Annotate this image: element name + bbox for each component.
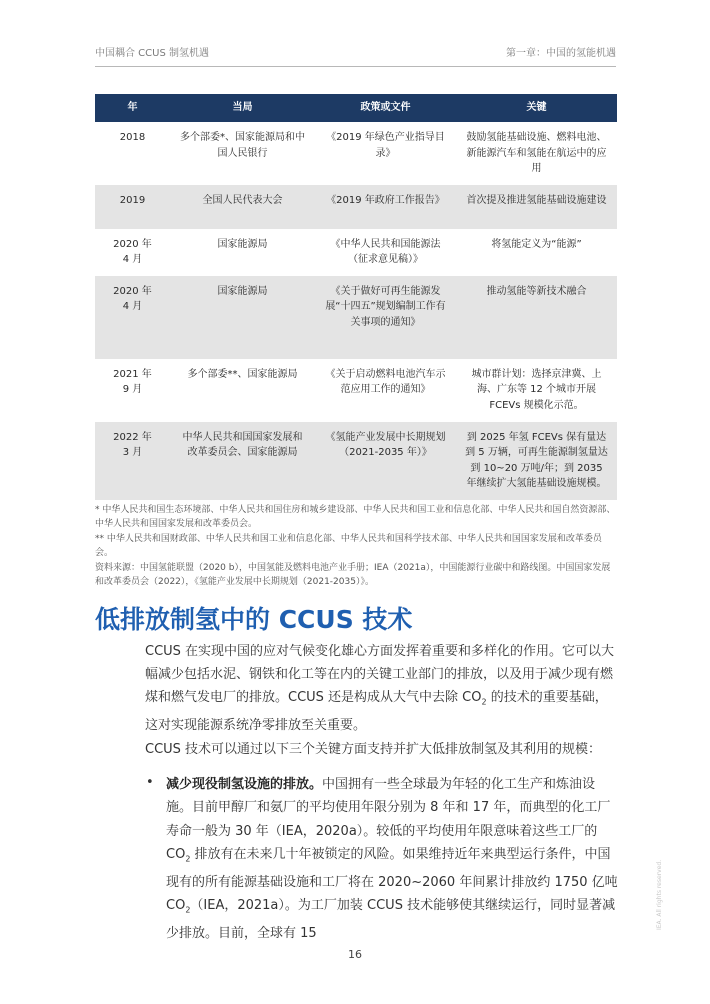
table-row — [95, 122, 617, 185]
table-cell-key: 城市群计划：选择京津冀、上海、广东等 12 个城市开展 FCEVs 规模化示范。 — [456, 359, 617, 422]
table-row — [95, 229, 617, 276]
table-cell-authority: 中华人民共和国国家发展和改革委员会、国家能源局 — [170, 422, 315, 500]
footnote-ministries-2: ** 中华人民共和国财政部、中华人民共和国工业和信息化部、中华人民共和国科学技术部、中华人民共和国国家发展和改革委员会。 — [95, 534, 602, 558]
table-cell-authority: 国家能源局 — [170, 229, 315, 276]
table-cell-policy: 《2019 年政府工作报告》 — [315, 185, 456, 229]
table-cell-authority: 全国人民代表大会 — [170, 185, 315, 229]
table-row — [95, 359, 617, 422]
table-row — [95, 185, 617, 229]
table-row — [95, 422, 617, 500]
table-cell-year: 2019 — [95, 185, 170, 229]
section-title: 低排放制氢中的 CCUS 技术 — [95, 605, 413, 634]
table-cell-key: 鼓励氢能基础设施、燃料电池、新能源汽车和氢能在航运中的应用 — [456, 122, 617, 185]
table-row — [95, 276, 617, 359]
table-cell-policy: 《关于做好可再生能源发展“十四五”规划编制工作有关事项的通知》 — [315, 276, 456, 359]
table-cell-policy: 《2019 年绿色产业指导目录》 — [315, 122, 456, 185]
table-cell-year: 2020 年 4 月 — [95, 276, 170, 359]
table-cell-policy: 《关于启动燃料电池汽车示范应用工作的通知》 — [315, 359, 456, 422]
column-header-policy: 政策或文件 — [315, 94, 456, 122]
table-cell-authority: 多个部委**、国家能源局 — [170, 359, 315, 422]
header-chapter-title: 第一章：中国的氢能机遇 — [506, 48, 616, 59]
table-cell-year: 2022 年 3 月 — [95, 422, 170, 500]
table-cell-year: 2020 年 4 月 — [95, 229, 170, 276]
bullet-reduce-emissions: 减少现役制氢设施的排放。中国拥有一些全球最为年轻的化工生产和炼油设施。目前甲醇厂和氨厂的平均使用年限分别为 8 年和 17 年，而典型的化工厂寿命一般为 30 年（IEA，2020a）。较低的平均使用年限意味着这些工厂的 $CO_2$ 排放有在未来几十年被锁定的风险。如果维持近年来典型运行条件，中国现有的所有能源基础设施和工厂将在 2020~2060 年间累计排放约 1750 亿吨 $CO_2(IEA$，2021a）。为工厂加装 CCUS 技术能够使其继续运行，同时显著减少排放。目前，全球有 15 — [166, 777, 618, 941]
table-cell-authority: 国家能源局 — [170, 276, 315, 359]
paragraph-ccus-role: CCUS 在实现中国的应对气候变化雄心方面发挥着重要和多样化的作用。它可以大幅减少包括水泥、钢铁和化工等在内的关键工业部门的排放，以及用于减少现有燃煤和燃气发电厂的排放。CCUS 还是构成从大气中去除 $CO_2$ 的技术的重要基础，这对实现能源系统净零排放至关重要。 — [145, 644, 615, 733]
table-cell-authority: 多个部委*、国家能源局和中国人民银行 — [170, 122, 315, 185]
policy-table — [95, 94, 617, 500]
table-notes — [95, 503, 617, 590]
header-document-title: 中国耦合 CCUS 制氢机遇 — [95, 48, 209, 59]
table-cell-key: 到 2025 年氢 FCEVs 保有量达到 5 万辆，可再生能源制氢量达到 10~20 万吨/年；到 2035 年继续扩大氢能基础设施规模。 — [456, 422, 617, 500]
paragraph-ccus-support: CCUS 技术可以通过以下三个关键方面支持并扩大低排放制氢及其利用的规模： — [145, 742, 602, 757]
table-cell-key: 首次提及推进氢能基础设施建设 — [456, 185, 617, 229]
column-header-key: 关键 — [456, 94, 617, 122]
header-divider — [95, 66, 616, 67]
footnote-sources: 资料来源：中国氢能联盟（2020 b），中国氢能及燃料电池产业手册；IEA（2021a），中国能源行业碳中和路线图。中国国家发展和改革委员会（2022），《氢能产业发展中长期规划（2021-2035）》。 — [95, 563, 611, 587]
footnote-ministries-1: * 中华人民共和国生态环境部、中华人民共和国住房和城乡建设部、中华人民共和国工业和信息化部、中华人民共和国自然资源部、中华人民共和国国家发展和改革委员会。 — [95, 505, 616, 529]
table-cell-year: 2018 — [95, 122, 170, 185]
copyright-notice: IEA. All rights reserved. — [656, 859, 663, 930]
bullet-marker: • — [146, 775, 154, 790]
column-header-authority: 当局 — [170, 94, 315, 122]
table-cell-policy: 《氢能产业发展中长期规划（2021-2035 年）》 — [315, 422, 456, 500]
table-cell-policy: 《中华人民共和国能源法（征求意见稿）》 — [315, 229, 456, 276]
table-cell-year: 2021 年 9 月 — [95, 359, 170, 422]
page-number: 16 — [348, 948, 362, 961]
table-cell-key: 将氢能定义为“能源” — [456, 229, 617, 276]
column-header-year: 年 — [95, 94, 170, 122]
table-cell-key: 推动氢能等新技术融合 — [456, 276, 617, 359]
table-header-row — [95, 94, 617, 122]
bullet-heading: 减少现役制氢设施的排放。 — [166, 777, 323, 792]
